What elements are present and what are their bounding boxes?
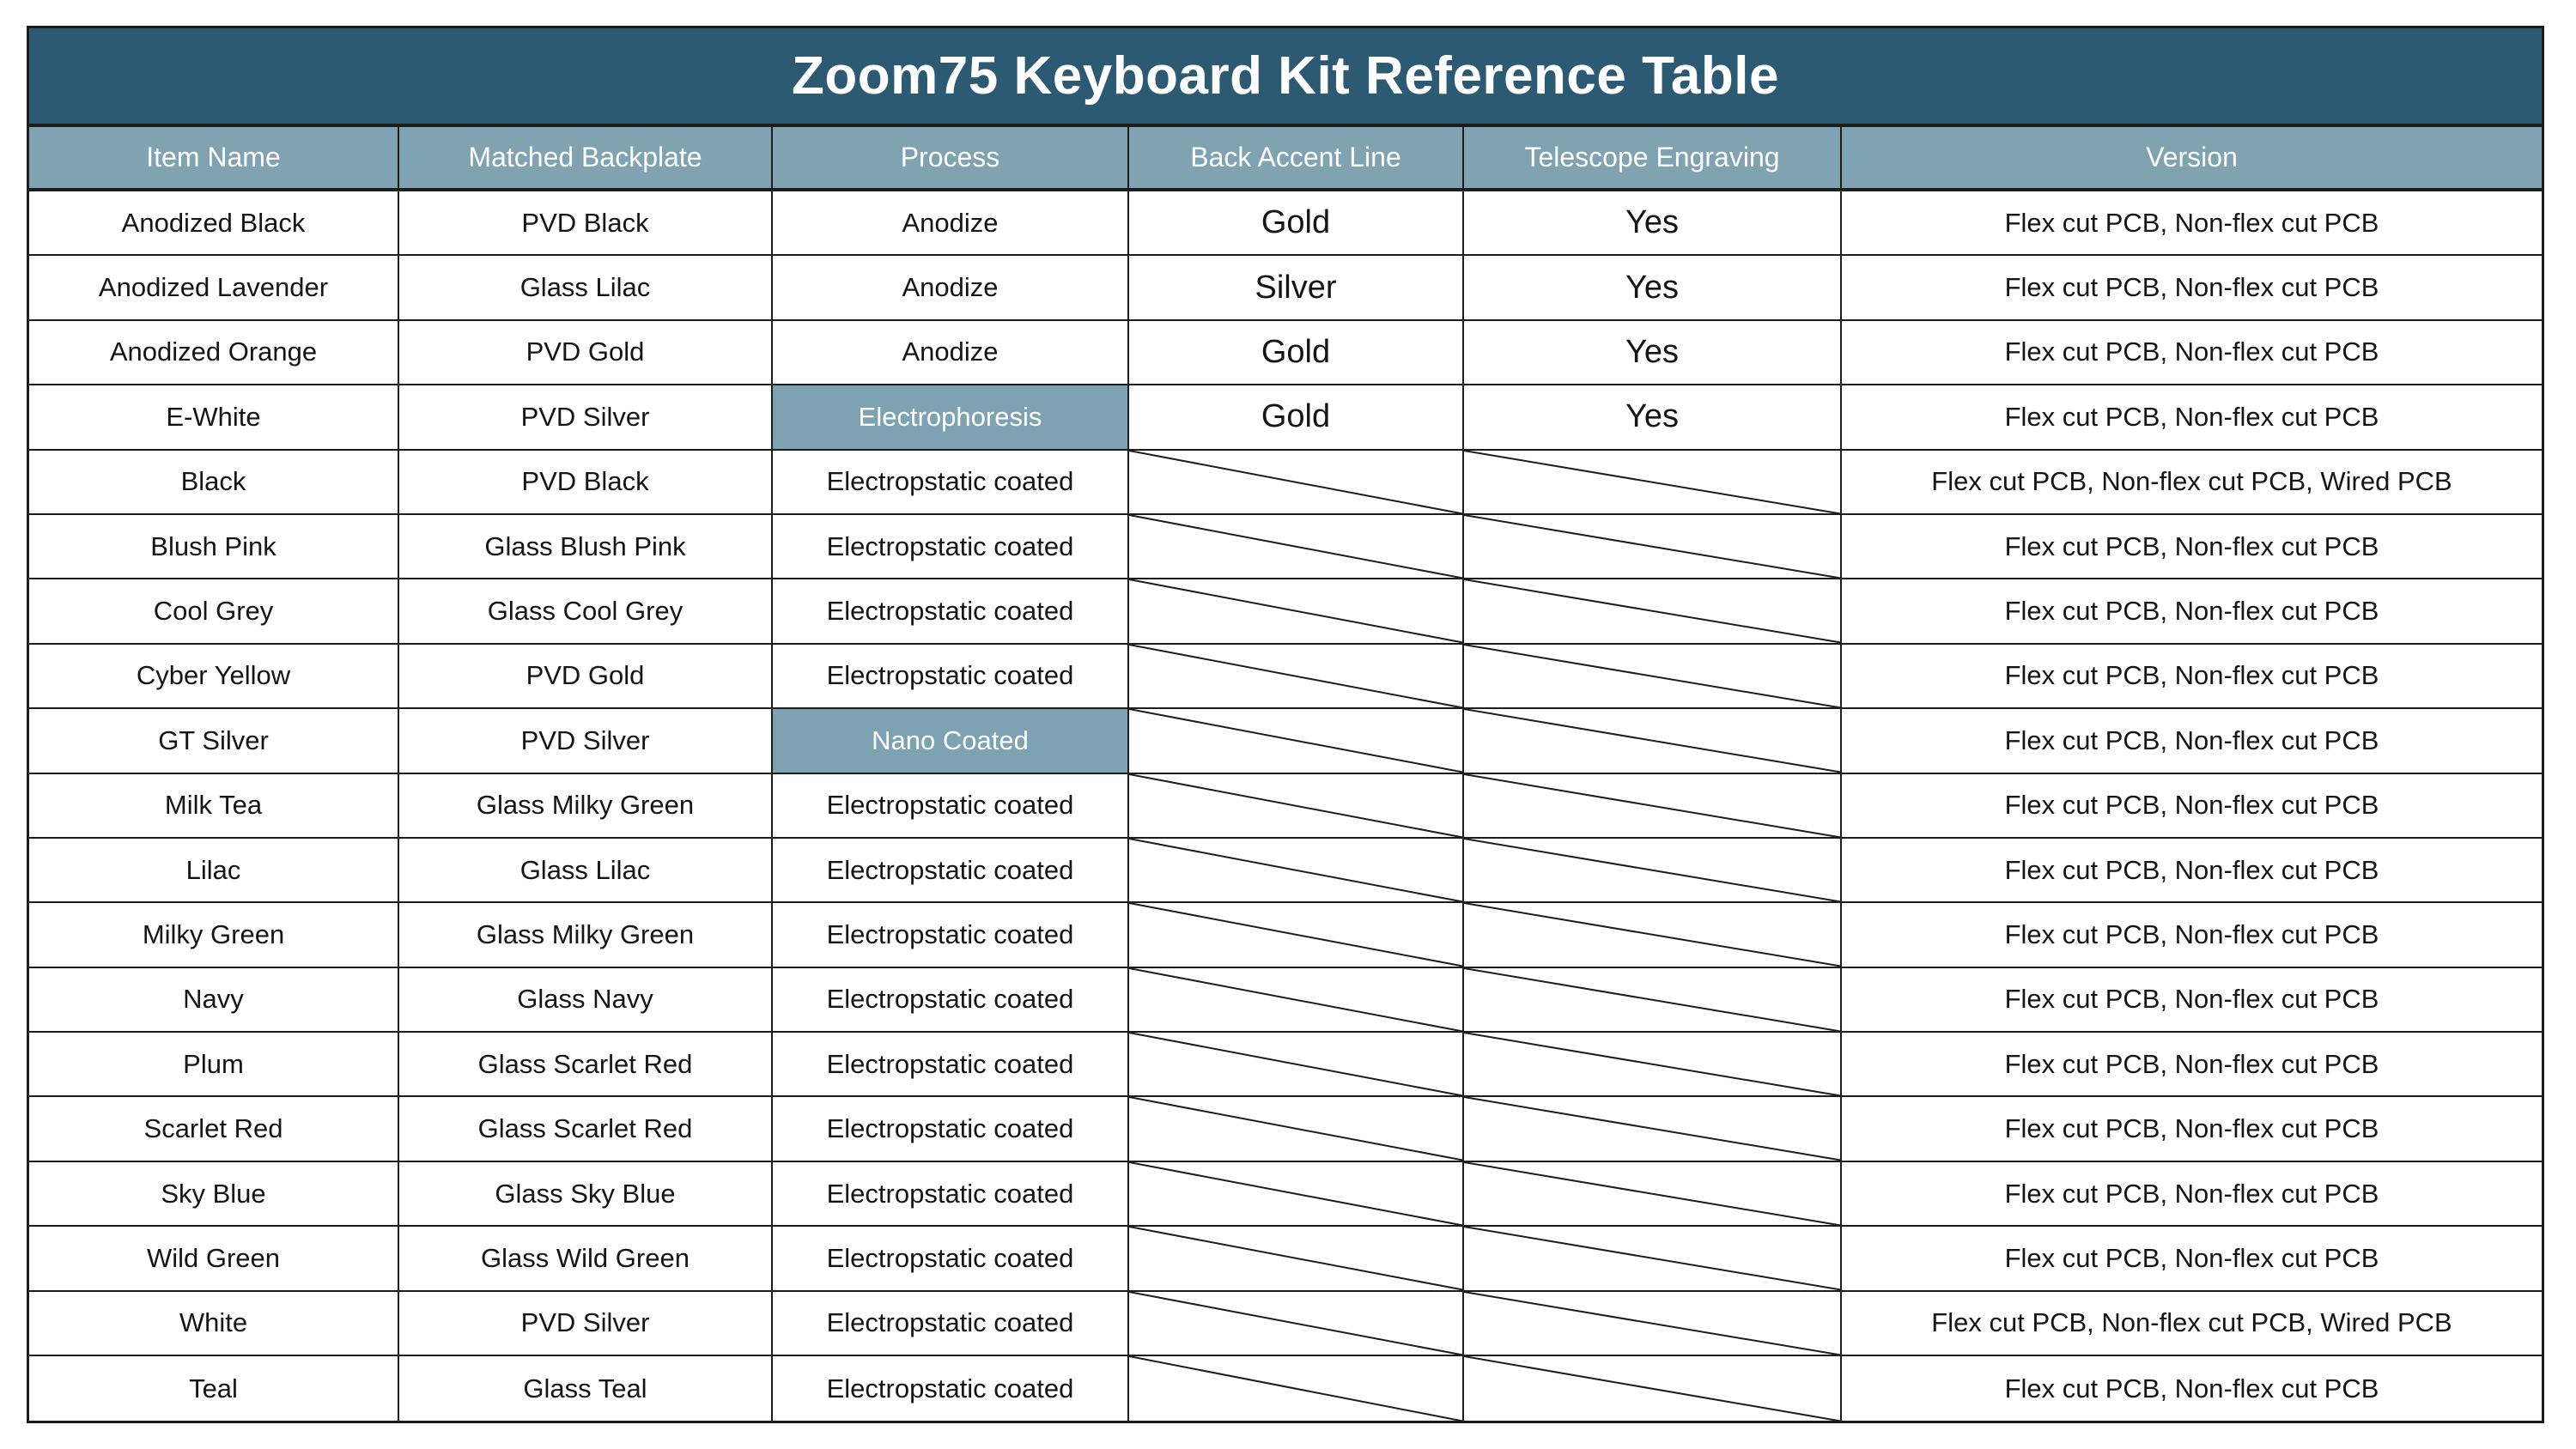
cell-version: Flex cut PCB, Non-flex cut PCB xyxy=(2004,1178,2379,1209)
cell-item-name: Wild Green xyxy=(29,1227,399,1289)
diagonal-slash-icon xyxy=(1464,645,1840,707)
cell-back-accent-line xyxy=(1129,1162,1464,1225)
cell-telescope-engraving xyxy=(1464,451,1842,513)
cell-process: Electropstatic coated xyxy=(773,1162,1129,1225)
table-row xyxy=(29,774,2542,839)
diagonal-slash-icon xyxy=(1129,1292,1462,1355)
diagonal-slash-icon xyxy=(1464,515,1840,578)
cell-version: Flex cut PCB, Non-flex cut PCB xyxy=(2004,660,2379,691)
cell-process: Nano Coated xyxy=(773,709,1129,772)
cell-telescope-engraving xyxy=(1464,1356,1842,1421)
cell-telescope-engraving xyxy=(1464,579,1842,642)
cell-item-name: Navy xyxy=(29,968,399,1031)
cell-process: Electropstatic coated xyxy=(773,1356,1129,1421)
cell-back-accent-line xyxy=(1129,515,1464,578)
cell-process: Electropstatic coated xyxy=(773,968,1129,1031)
diagonal-slash-icon xyxy=(1129,1097,1462,1160)
cell-item-name: Anodized Orange xyxy=(29,321,399,384)
cell-telescope-engraving: Yes xyxy=(1464,256,1842,318)
cell-version: Flex cut PCB, Non-flex cut PCB xyxy=(2004,1113,2379,1144)
cell-version: Flex cut PCB, Non-flex cut PCB xyxy=(2004,1242,2379,1273)
cell-item-name: Milky Green xyxy=(29,903,399,966)
cell-version: Flex cut PCB, Non-flex cut PCB xyxy=(2004,596,2379,627)
cell-process: Electropstatic coated xyxy=(773,1292,1129,1355)
cell-matched-backplate: Glass Cool Grey xyxy=(399,579,773,642)
cell-item-name: Blush Pink xyxy=(29,515,399,578)
cell-matched-backplate: Glass Lilac xyxy=(399,839,773,901)
cell-process: Electropstatic coated xyxy=(773,515,1129,578)
cell-process: Electropstatic coated xyxy=(773,579,1129,642)
cell-back-accent-line xyxy=(1129,1033,1464,1095)
cell-version: Flex cut PCB, Non-flex cut PCB xyxy=(2004,272,2379,303)
diagonal-slash-icon xyxy=(1464,839,1840,901)
cell-version: Flex cut PCB, Non-flex cut PCB xyxy=(2004,530,2379,561)
cell-telescope-engraving xyxy=(1464,515,1842,578)
cell-process: Electropstatic coated xyxy=(773,839,1129,901)
cell-version: Flex cut PCB, Non-flex cut PCB, Wired PCB xyxy=(1931,1307,2452,1338)
cell-version: Flex cut PCB, Non-flex cut PCB xyxy=(2004,207,2379,238)
cell-telescope-engraving: Yes xyxy=(1464,321,1842,384)
table-row xyxy=(29,579,2542,644)
diagonal-slash-icon xyxy=(1129,1033,1462,1095)
cell-item-name: Cool Grey xyxy=(29,579,399,642)
header-cell-item-name: Item Name xyxy=(29,127,399,188)
cell-item-name: Sky Blue xyxy=(29,1162,399,1225)
cell-version: Flex cut PCB, Non-flex cut PCB xyxy=(2004,854,2379,885)
cell-matched-backplate: PVD Gold xyxy=(399,321,773,384)
table-row xyxy=(29,1162,2542,1227)
cell-matched-backplate: Glass Teal xyxy=(399,1356,773,1421)
diagonal-slash-icon xyxy=(1464,451,1840,513)
cell-version: Flex cut PCB, Non-flex cut PCB xyxy=(2004,336,2379,367)
cell-back-accent-line xyxy=(1129,968,1464,1031)
cell-version: Flex cut PCB, Non-flex cut PCB xyxy=(2004,919,2379,949)
cell-telescope-engraving xyxy=(1464,709,1842,772)
cell-matched-backplate: Glass Navy xyxy=(399,968,773,1031)
cell-back-accent-line: Gold xyxy=(1129,385,1464,448)
cell-process: Electropstatic coated xyxy=(773,645,1129,707)
table-row xyxy=(29,645,2542,709)
cell-item-name: Cyber Yellow xyxy=(29,645,399,707)
cell-item-name: Scarlet Red xyxy=(29,1097,399,1160)
table-row xyxy=(29,256,2542,320)
table-row xyxy=(29,1292,2542,1356)
table-header-row xyxy=(29,127,2542,191)
diagonal-slash-icon xyxy=(1464,1356,1840,1421)
cell-back-accent-line xyxy=(1129,709,1464,772)
cell-matched-backplate: Glass Lilac xyxy=(399,256,773,318)
table-row xyxy=(29,903,2542,967)
reference-table xyxy=(27,26,2544,1423)
cell-process: Anodize xyxy=(773,256,1129,318)
cell-process: Electropstatic coated xyxy=(773,1227,1129,1289)
header-cell-telescope-engraving: Telescope Engraving xyxy=(1464,127,1842,188)
cell-item-name: Plum xyxy=(29,1033,399,1095)
cell-back-accent-line xyxy=(1129,903,1464,966)
cell-back-accent-line xyxy=(1129,774,1464,837)
cell-telescope-engraving: Yes xyxy=(1464,385,1842,448)
cell-matched-backplate: Glass Sky Blue xyxy=(399,1162,773,1225)
diagonal-slash-icon xyxy=(1464,1097,1840,1160)
cell-matched-backplate: Glass Scarlet Red xyxy=(399,1033,773,1095)
cell-matched-backplate: PVD Black xyxy=(399,191,773,254)
cell-version: Flex cut PCB, Non-flex cut PCB xyxy=(2004,1048,2379,1079)
diagonal-slash-icon xyxy=(1129,1162,1462,1225)
cell-telescope-engraving: Yes xyxy=(1464,191,1842,254)
diagonal-slash-icon xyxy=(1129,903,1462,966)
table-title-bar xyxy=(29,28,2542,127)
cell-back-accent-line xyxy=(1129,1292,1464,1355)
cell-process: Electropstatic coated xyxy=(773,1097,1129,1160)
cell-back-accent-line: Silver xyxy=(1129,256,1464,318)
table-row xyxy=(29,1033,2542,1097)
cell-matched-backplate: PVD Black xyxy=(399,451,773,513)
table-row xyxy=(29,321,2542,385)
diagonal-slash-icon xyxy=(1464,774,1840,837)
cell-telescope-engraving xyxy=(1464,903,1842,966)
cell-matched-backplate: Glass Scarlet Red xyxy=(399,1097,773,1160)
cell-telescope-engraving xyxy=(1464,1227,1842,1289)
diagonal-slash-icon xyxy=(1464,1162,1840,1225)
diagonal-slash-icon xyxy=(1129,515,1462,578)
cell-version: Flex cut PCB, Non-flex cut PCB xyxy=(2004,401,2379,432)
cell-telescope-engraving xyxy=(1464,1162,1842,1225)
cell-telescope-engraving xyxy=(1464,1033,1842,1095)
cell-process: Electropstatic coated xyxy=(773,1033,1129,1095)
cell-back-accent-line xyxy=(1129,839,1464,901)
diagonal-slash-icon xyxy=(1129,645,1462,707)
cell-item-name: Teal xyxy=(29,1356,399,1421)
cell-telescope-engraving xyxy=(1464,774,1842,837)
cell-matched-backplate: Glass Milky Green xyxy=(399,774,773,837)
table-title: Zoom75 Keyboard Kit Reference Table xyxy=(792,46,1779,106)
cell-back-accent-line xyxy=(1129,1356,1464,1421)
diagonal-slash-icon xyxy=(1464,903,1840,966)
diagonal-slash-icon xyxy=(1464,1033,1840,1095)
table-row xyxy=(29,709,2542,773)
cell-item-name: Anodized Black xyxy=(29,191,399,254)
cell-matched-backplate: PVD Silver xyxy=(399,1292,773,1355)
cell-version: Flex cut PCB, Non-flex cut PCB xyxy=(2004,984,2379,1015)
cell-back-accent-line xyxy=(1129,451,1464,513)
cell-item-name: Milk Tea xyxy=(29,774,399,837)
cell-version: Flex cut PCB, Non-flex cut PCB, Wired PCB xyxy=(1931,466,2452,497)
cell-process: Anodize xyxy=(773,191,1129,254)
cell-item-name: GT Silver xyxy=(29,709,399,772)
cell-version: Flex cut PCB, Non-flex cut PCB xyxy=(2004,1373,2379,1404)
cell-item-name: Black xyxy=(29,451,399,513)
diagonal-slash-icon xyxy=(1464,968,1840,1031)
cell-back-accent-line xyxy=(1129,645,1464,707)
diagonal-slash-icon xyxy=(1129,774,1462,837)
diagonal-slash-icon xyxy=(1129,709,1462,772)
diagonal-slash-icon xyxy=(1129,1356,1462,1421)
header-cell-process: Process xyxy=(773,127,1129,188)
table-row xyxy=(29,451,2542,515)
diagonal-slash-icon xyxy=(1129,968,1462,1031)
cell-item-name: E-White xyxy=(29,385,399,448)
cell-matched-backplate: Glass Milky Green xyxy=(399,903,773,966)
table-row xyxy=(29,1356,2542,1421)
cell-matched-backplate: PVD Gold xyxy=(399,645,773,707)
header-cell-matched-backplate: Matched Backplate xyxy=(399,127,773,188)
diagonal-slash-icon xyxy=(1464,1227,1840,1289)
cell-matched-backplate: PVD Silver xyxy=(399,709,773,772)
header-cell-version: Version xyxy=(2146,142,2238,173)
cell-process: Electropstatic coated xyxy=(773,774,1129,837)
cell-process: Anodize xyxy=(773,321,1129,384)
cell-back-accent-line xyxy=(1129,1097,1464,1160)
cell-back-accent-line xyxy=(1129,579,1464,642)
cell-telescope-engraving xyxy=(1464,839,1842,901)
cell-item-name: Anodized Lavender xyxy=(29,256,399,318)
diagonal-slash-icon xyxy=(1129,1227,1462,1289)
cell-telescope-engraving xyxy=(1464,968,1842,1031)
diagonal-slash-icon xyxy=(1129,451,1462,513)
table-row xyxy=(29,839,2542,903)
cell-process: Electrophoresis xyxy=(773,385,1129,448)
diagonal-slash-icon xyxy=(1464,709,1840,772)
cell-process: Electropstatic coated xyxy=(773,903,1129,966)
table-row xyxy=(29,191,2542,256)
cell-matched-backplate: Glass Wild Green xyxy=(399,1227,773,1289)
cell-telescope-engraving xyxy=(1464,1097,1842,1160)
table-row xyxy=(29,515,2542,579)
cell-item-name: Lilac xyxy=(29,839,399,901)
header-cell-back-accent-line: Back Accent Line xyxy=(1129,127,1464,188)
cell-telescope-engraving xyxy=(1464,1292,1842,1355)
cell-item-name: White xyxy=(29,1292,399,1355)
table-row xyxy=(29,1227,2542,1291)
table-body xyxy=(29,191,2542,1421)
cell-version: Flex cut PCB, Non-flex cut PCB xyxy=(2004,724,2379,755)
cell-back-accent-line xyxy=(1129,1227,1464,1289)
cell-telescope-engraving xyxy=(1464,645,1842,707)
diagonal-slash-icon xyxy=(1129,579,1462,642)
table-row xyxy=(29,385,2542,450)
cell-process: Electropstatic coated xyxy=(773,451,1129,513)
cell-back-accent-line: Gold xyxy=(1129,191,1464,254)
cell-matched-backplate: PVD Silver xyxy=(399,385,773,448)
table-row xyxy=(29,1097,2542,1161)
diagonal-slash-icon xyxy=(1464,1292,1840,1355)
cell-matched-backplate: Glass Blush Pink xyxy=(399,515,773,578)
cell-version: Flex cut PCB, Non-flex cut PCB xyxy=(2004,790,2379,821)
diagonal-slash-icon xyxy=(1129,839,1462,901)
cell-back-accent-line: Gold xyxy=(1129,321,1464,384)
table-row xyxy=(29,968,2542,1033)
diagonal-slash-icon xyxy=(1464,579,1840,642)
